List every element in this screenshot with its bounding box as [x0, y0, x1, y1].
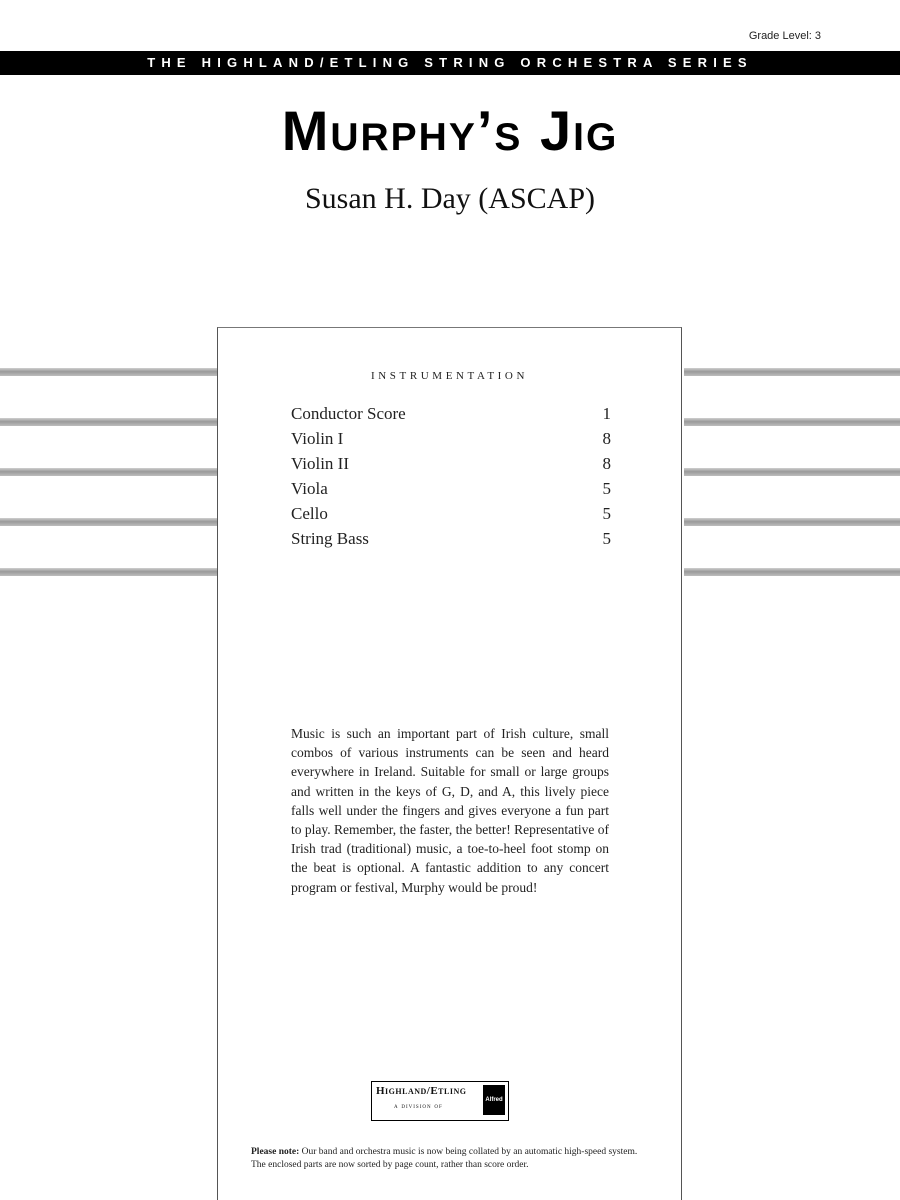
alfred-logo-icon: Alfred	[483, 1085, 505, 1115]
series-banner: THE HIGHLAND/ETLING STRING ORCHESTRA SERIES	[0, 51, 900, 75]
instrument-qty: 8	[602, 454, 611, 473]
decorative-stripe	[684, 368, 900, 376]
instrument-qty: 8	[602, 429, 611, 448]
instrument-row	[291, 501, 611, 526]
decorative-stripe	[0, 568, 217, 576]
instrument-name: Cello	[291, 504, 328, 523]
collation-note	[251, 1146, 651, 1171]
instrument-name: Violin II	[291, 454, 349, 473]
decorative-stripe	[0, 468, 217, 476]
decorative-stripe	[684, 468, 900, 476]
instrument-name: String Bass	[291, 529, 369, 548]
instrument-row	[291, 451, 611, 476]
instrument-row	[291, 526, 611, 551]
decorative-stripe	[684, 568, 900, 576]
instrument-qty: 5	[602, 504, 611, 523]
decorative-stripe	[0, 518, 217, 526]
instrument-row	[291, 401, 611, 426]
note-text: Our band and orchestra music is now being collated by an automatic high-speed system. The enclosed parts are now sorted by page count, rather than score order.	[251, 1147, 638, 1170]
instrument-name: Viola	[291, 479, 328, 498]
instrument-qty: 5	[602, 529, 611, 548]
instrument-name: Violin I	[291, 429, 344, 448]
composer: Susan H. Day (ASCAP)	[304, 182, 595, 215]
instrument-row	[291, 476, 611, 501]
instrument-qty: 1	[602, 404, 611, 423]
instrument-row	[291, 426, 611, 451]
decorative-stripe	[0, 418, 217, 426]
decorative-stripe	[684, 418, 900, 426]
instrument-name: Conductor Score	[291, 404, 406, 423]
piece-title: Murphy’s Jig	[281, 99, 619, 162]
piece-description: Music is such an important part of Irish culture, small combos of various instruments can be seen and heard everywhere in Ireland. Suitable for small or large groups and written in the keys of G, D, and A, this lively piece falls well under the fingers and gives everyone a fun part to play. Remember, the faster, the better! Representative of Irish trad (traditional) music, a toe-to-heel foot stomp on the beat is optional. A fantastic addition to any concert program or festival, Murphy would be proud!	[291, 726, 609, 895]
publisher-subtitle: a division of	[394, 1102, 443, 1110]
content-panel	[217, 327, 682, 1200]
decorative-stripe	[0, 368, 217, 376]
instrumentation-heading: INSTRUMENTATION	[370, 370, 528, 382]
instrumentation-list	[291, 401, 611, 551]
instrument-qty: 5	[602, 479, 611, 498]
grade-level: Grade Level: 3	[748, 30, 821, 42]
publisher-logo	[371, 1081, 509, 1121]
publisher-name: Highland/Etling	[376, 1085, 467, 1097]
decorative-stripe	[684, 518, 900, 526]
note-label: Please note:	[251, 1147, 300, 1157]
